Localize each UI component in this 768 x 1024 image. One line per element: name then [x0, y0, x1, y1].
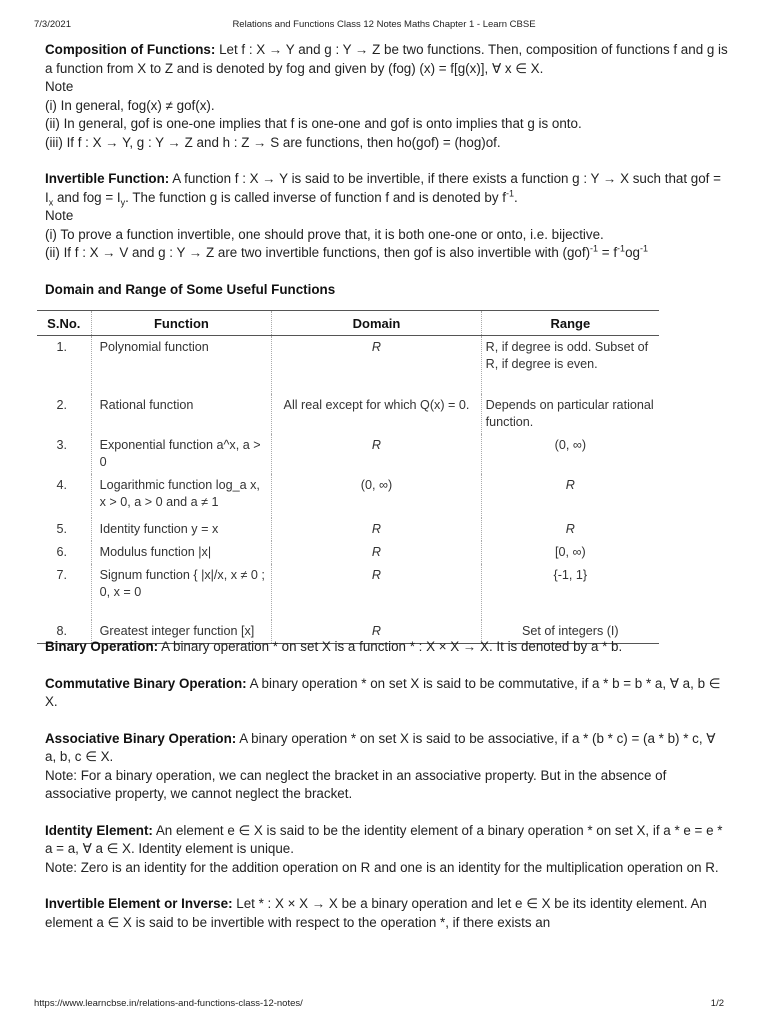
col-function: Function [91, 311, 272, 336]
table-row: 2. Rational function All real except for which Q(x) = 0. Depends on particular rational function. [37, 394, 659, 434]
identity-heading: Identity Element: [45, 822, 153, 838]
invertible-note-2: (ii) If f : X → V and g : Y → Z are two invertible functions, then gof is also invertible with $(gof)^{-1} = f^{-1}og^{-1}$ [45, 243, 648, 260]
print-header [0, 0, 768, 32]
col-sno: S.No. [37, 311, 91, 336]
invertible-heading: Invertible Function: [45, 171, 170, 186]
inverse-heading: Invertible Element or Inverse: [45, 896, 233, 911]
domain-range-table-wrap [37, 310, 659, 638]
table-heading: Domain and Range of Some Useful Functions [45, 281, 336, 297]
composition-paragraph: Composition of Functions: Let f : X → Y and g : Y → Z be two functions. Then, composition of functions f and g is a function from X to Z and is denoted by fog and given by (fog) (x) = f[g(x)], ∀ x ∈ X. [45, 42, 728, 76]
table-row: 5. Identity function y = x R R [37, 518, 659, 541]
col-domain: Domain [272, 311, 481, 336]
invertible-paragraph: Invertible Function: A function f : X → Y is said to be invertible, if there exists a function g : Y → X such that gof = $I_x$ and fog = $I_y$. The function g is called inverse of function f and is denoted by $f^{-1}$. [45, 171, 721, 208]
composition-note-label: Note [45, 79, 74, 94]
print-title: Relations and Functions Class 12 Notes Maths Chapter 1 - Learn CBSE [232, 19, 536, 30]
print-url[interactable]: https://www.learncbse.in/relations-and-functions-class-12-notes/ [34, 998, 303, 1009]
associative-note: Note: For a binary operation, we can neglect the bracket in an associative property. But in the absence of associative property, we cannot neglect the bracket. [45, 767, 667, 801]
invertible-note-1: (i) To prove a function invertible, one should prove that, it is both one-one or onto, i.e. bijective. [45, 226, 604, 242]
print-date: 7/3/2021 [34, 19, 71, 30]
binary-heading: Binary Operation: [45, 639, 159, 654]
print-footer [0, 994, 768, 1024]
composition-heading: Composition of Functions: [45, 42, 216, 57]
table-row: 3. Exponential function a^x, a > 0 R (0, ∞) [37, 434, 659, 474]
table-row: 7. Signum function { |x|/x, x ≠ 0 ; 0, x = 0 R {-1, 1} [37, 564, 659, 620]
inverse-paragraph: Invertible Element or Inverse: Let * : X × X → X be a binary operation and let e ∈ X be its identity element. An element a ∈ X is said to be invertible with respect to the operation *, if there exists an [45, 896, 707, 930]
associative-paragraph: Associative Binary Operation: A binary operation * on set X is said to be associative, if a * (b * c) = (a * b) * c, ∀ a, b, c ∈ X. [45, 730, 716, 764]
domain-range-table [37, 310, 659, 644]
composition-note-1: (i) In general, fog(x) ≠ gof(x). [45, 97, 215, 113]
page-number: 1/2 [710, 998, 724, 1009]
binary-paragraph: Binary Operation: A binary operation * on set X is a function * : X × X → X. It is denoted by a * b. [45, 639, 623, 654]
page-content [45, 41, 729, 299]
invertible-note-label: Note [45, 208, 74, 223]
col-range: Range [481, 311, 659, 336]
associative-heading: Associative Binary Operation: [45, 730, 237, 746]
identity-note: Note: Zero is an identity for the addition operation on R and one is an identity for the multiplication operation on R. [45, 859, 719, 875]
commutative-paragraph: Commutative Binary Operation: A binary operation * on set X is said to be commutative, if a * b = b * a, ∀ a, b ∈ X. [45, 675, 721, 709]
page-content-lower [45, 638, 729, 932]
identity-paragraph: Identity Element: An element e ∈ X is said to be the identity element of a binary operation * on set X, if a * e = e * a = a, ∀ a ∈ X. Identity element is unique. [45, 822, 723, 856]
table-row: 8. Greatest integer function [x] R Set of integers (I) [37, 620, 659, 644]
composition-note-3: (iii) If f : X → Y, g : Y → Z and h : Z → S are functions, then ho(gof) = (hog)of. [45, 134, 501, 150]
table-row: 1. Polynomial function R R, if degree is odd. Subset of R, if degree is even. [37, 336, 659, 394]
table-row: 4. Logarithmic function log_a x, x > 0, a > 0 and a ≠ 1 (0, ∞) R [37, 474, 659, 518]
composition-note-2: (ii) In general, gof is one-one implies that f is one-one and gof is onto implies that g is onto. [45, 116, 582, 131]
commutative-heading: Commutative Binary Operation: [45, 675, 247, 691]
table-row: 6. Modulus function |x| R [0, ∞) [37, 541, 659, 564]
